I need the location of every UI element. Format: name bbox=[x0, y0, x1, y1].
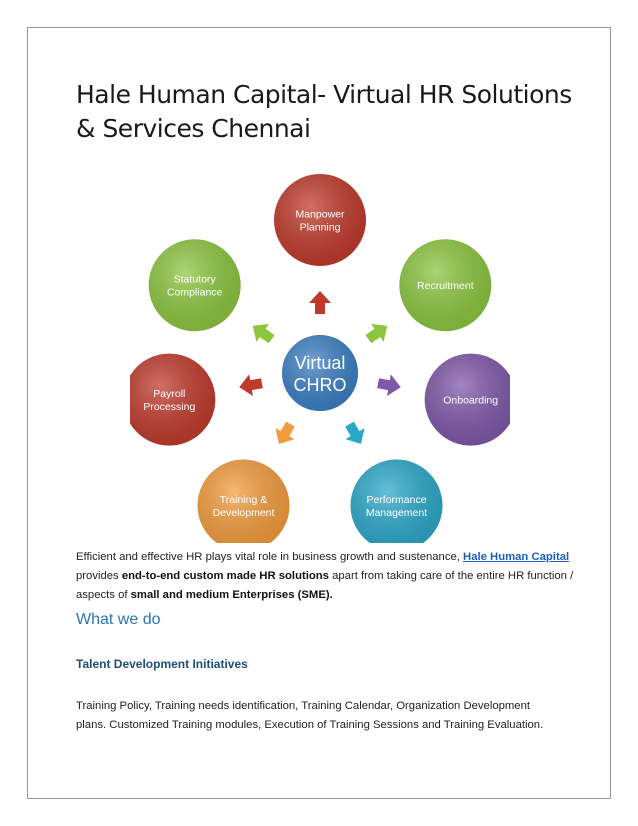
payroll-label: Processing bbox=[143, 401, 196, 414]
intro-paragraph bbox=[76, 548, 576, 605]
payroll-node bbox=[130, 353, 216, 447]
center-node bbox=[281, 334, 359, 412]
virtual-chro-diagram bbox=[130, 168, 510, 543]
performance-arrow bbox=[340, 419, 371, 450]
statutory-label: Statutory bbox=[173, 273, 216, 286]
recruitment-label: Recruitment bbox=[417, 280, 474, 293]
intro-text-3: apart from taking care of the entire HR function / aspects of bbox=[76, 570, 574, 601]
section-heading: What we do bbox=[76, 611, 161, 628]
training-node bbox=[197, 459, 291, 543]
payroll-label: Payroll bbox=[153, 388, 186, 401]
manpower-arrow bbox=[309, 291, 331, 314]
document-title: Hale Human Capital- Virtual HR Solutions & Services Chennai bbox=[76, 80, 572, 143]
onboarding-node bbox=[424, 353, 510, 447]
intro-text-1: Efficient and effective HR plays vital role in business growth and sustenance, bbox=[76, 551, 464, 563]
training-label: Development bbox=[212, 507, 275, 520]
manpower-node bbox=[273, 173, 367, 267]
training-label: Training & bbox=[219, 494, 268, 507]
statutory-label: Compliance bbox=[166, 286, 223, 299]
intro-bold-2: small and medium Enterprises (SME). bbox=[130, 589, 333, 601]
hale-human-capital-link[interactable]: Hale Human Capital bbox=[463, 551, 570, 563]
recruitment-node bbox=[398, 238, 492, 332]
statutory-arrow bbox=[247, 317, 278, 348]
onboarding-label: Onboarding bbox=[443, 394, 499, 407]
statutory-node bbox=[148, 238, 242, 332]
recruitment-arrow bbox=[362, 317, 393, 348]
performance-node bbox=[350, 459, 444, 543]
section-subheading: Talent Development Initiatives bbox=[76, 657, 248, 671]
onboarding-arrow bbox=[376, 372, 402, 398]
manpower-label: Manpower bbox=[295, 208, 345, 221]
performance-label: Management bbox=[365, 507, 428, 520]
payroll-arrow bbox=[237, 372, 263, 398]
center-label: CHRO bbox=[293, 375, 347, 395]
performance-label: Performance bbox=[366, 494, 427, 507]
intro-bold-1: end-to-end custom made HR solutions bbox=[121, 570, 329, 582]
intro-text-2: provides bbox=[76, 570, 122, 582]
training-arrow bbox=[269, 419, 300, 450]
center-label: Virtual bbox=[294, 353, 346, 373]
manpower-label: Planning bbox=[299, 221, 341, 234]
section-body: Training Policy, Training needs identification, Training Calendar, Organization Development plans. Customized Training modules, Execution of Training Sessions and Training Evaluation. bbox=[76, 700, 544, 731]
